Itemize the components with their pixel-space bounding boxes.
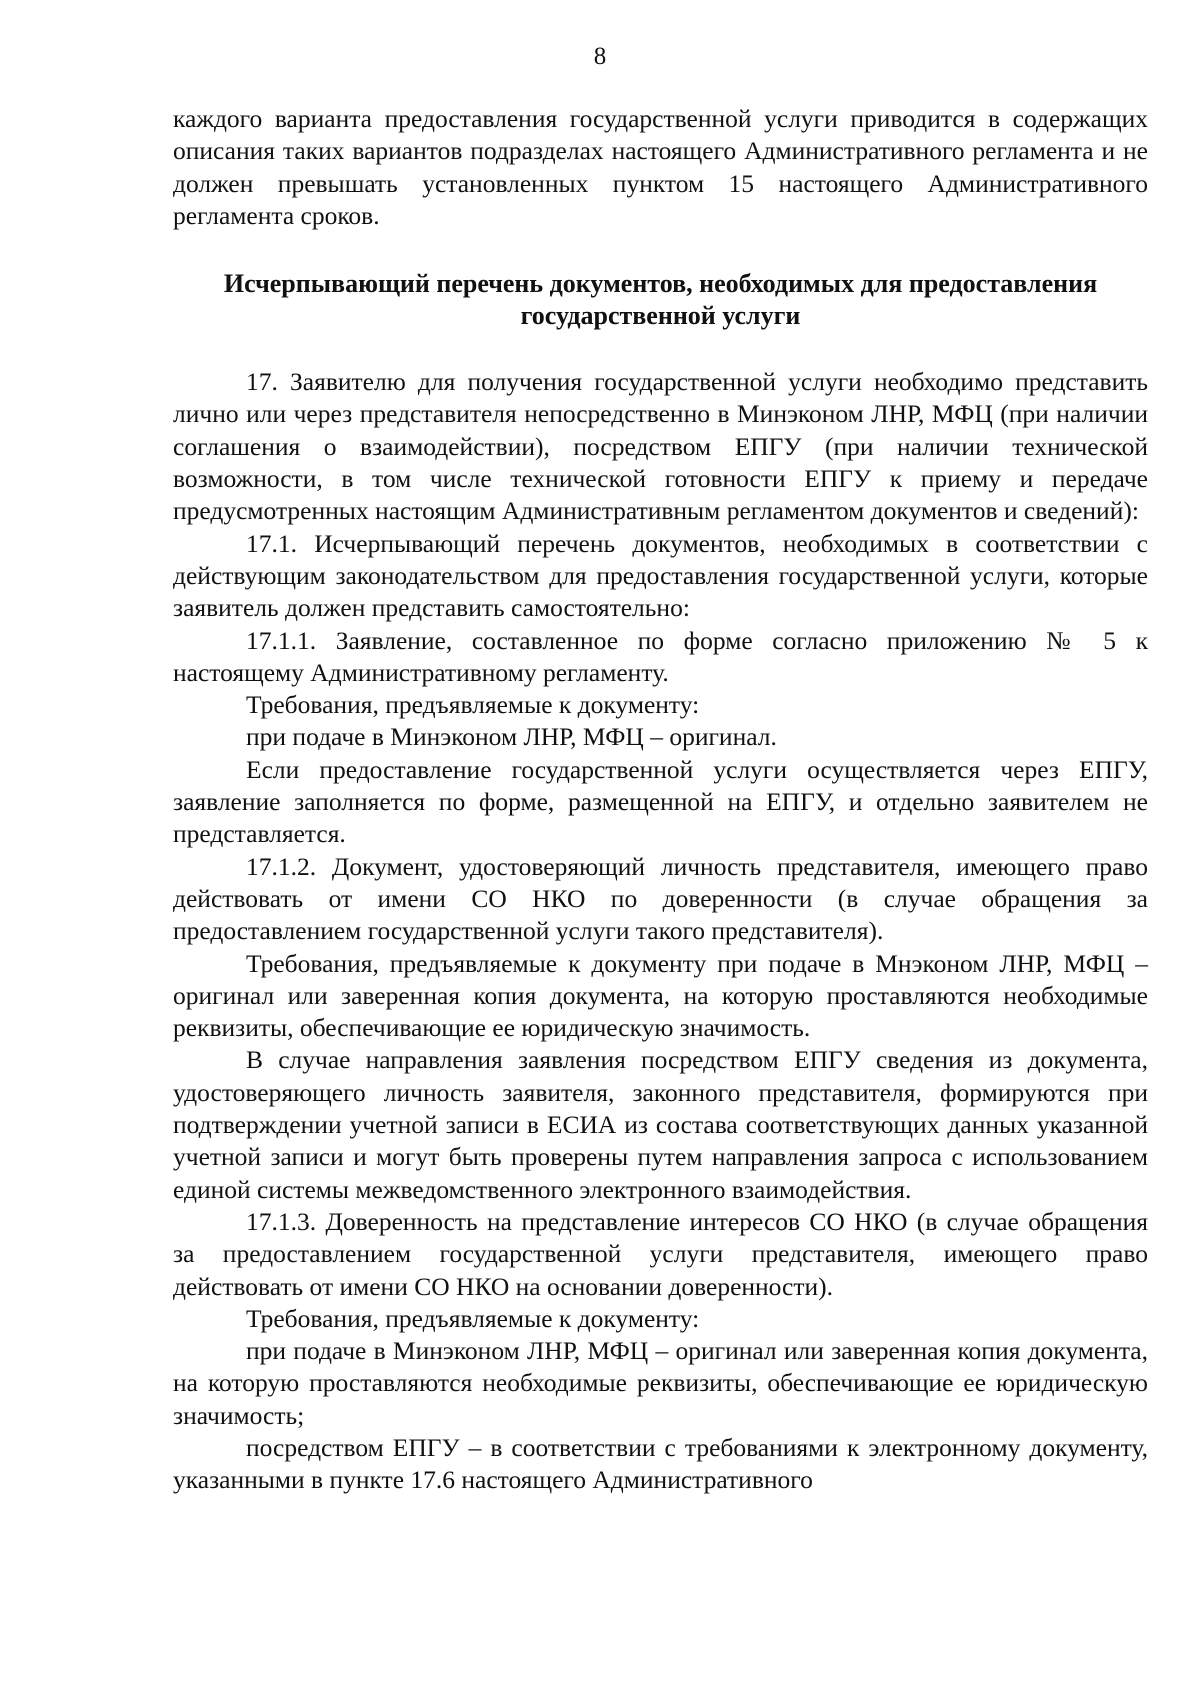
paragraph-esia: В случае направления заявления посредством ЕПГУ сведения из документа, удостоверяющего личность заявителя, законного представителя, формируются при подтверждении учетной записи в ЕСИА из состава соответствующих данных указанной учетной записи и могут быть проверены путем направления запроса с использованием единой системы межведомственного электронного взаимодействия. xyxy=(173,1045,1148,1204)
paragraph-17-1-2: 17.1.2. Документ, удостоверяющий личность представителя, имеющего право действовать от имени СО НКО по доверенности (в случае обращения за предоставлением государственной услуги такого представителя). xyxy=(173,851,1148,946)
section-heading-line-1: Исчерпывающий перечень документов, необходимых для предоставления xyxy=(223,269,1098,299)
paragraph-requirements-copy: Требования, предъявляемые к документу при подаче в Мнэконом ЛНР, МФЦ – оригинал или заверенная копия документа, на которую проставляются необходимые реквизиты, обеспечивающие ее юридическую значимость. xyxy=(173,948,1148,1043)
document-body xyxy=(173,103,1148,1497)
paragraph-original-copy: при подаче в Минэконом ЛНР, МФЦ – оригинал или заверенная копия документа, на которую проставляются необходимые реквизиты, обеспечивающие ее юридическую значимость; xyxy=(173,1336,1148,1430)
paragraph-17-1-1: 17.1.1. Заявление, составленное по форме согласно приложению № 5 к настоящему Административному регламенту. xyxy=(173,625,1148,687)
paragraph-requirements: Требования, предъявляемые к документу: xyxy=(246,690,700,720)
paragraph-17-1-3: 17.1.3. Доверенность на представление интересов СО НКО (в случае обращения за предоставлением государственной услуги представителя, имеющего право действовать от имени СО НКО на основании доверенности). xyxy=(173,1206,1148,1301)
section-heading xyxy=(173,268,1148,332)
paragraph-17: 17. Заявителю для получения государственной услуги необходимо представить лично или через представителя непосредственно в Минэконом ЛНР, МФЦ (при наличии соглашения о взаимодействии), посредством ЕПГУ (при наличии технической возможности, в том числе технической готовности ЕПГУ к приему и передаче предусмотренных настоящим Административным регламентом документов и сведений): xyxy=(173,367,1148,526)
paragraph-requirements-2: Требования, предъявляемые к документу: xyxy=(246,1303,700,1333)
section-heading-line-2: государственной услуги xyxy=(520,301,801,331)
paragraph-epgu-electronic: посредством ЕПГУ – в соответствии с требованиями к электронному документу, указанными в пункте 17.6 настоящего Административного xyxy=(173,1432,1148,1495)
paragraph-continuation: каждого варианта предоставления государственной услуги приводится в содержащих описания таких вариантов подразделах настоящего Административного регламента и не должен превышать установленных пунктом 15 настоящего Административного регламента сроков. xyxy=(173,104,1148,230)
paragraph-original: при подаче в Минэконом ЛНР, МФЦ – оригинал. xyxy=(246,722,777,752)
paragraph-epgu-form: Если предоставление государственной услуги осуществляется через ЕПГУ, заявление заполняется по форме, размещенной на ЕПГУ, и отдельно заявителем не представляется. xyxy=(173,754,1148,849)
paragraph-17-1: 17.1. Исчерпывающий перечень документов, необходимых в соответствии с действующим законодательством для предоставления государственной услуги, которые заявитель должен представить самостоятельно: xyxy=(173,528,1148,623)
page-number: 8 xyxy=(593,43,607,70)
